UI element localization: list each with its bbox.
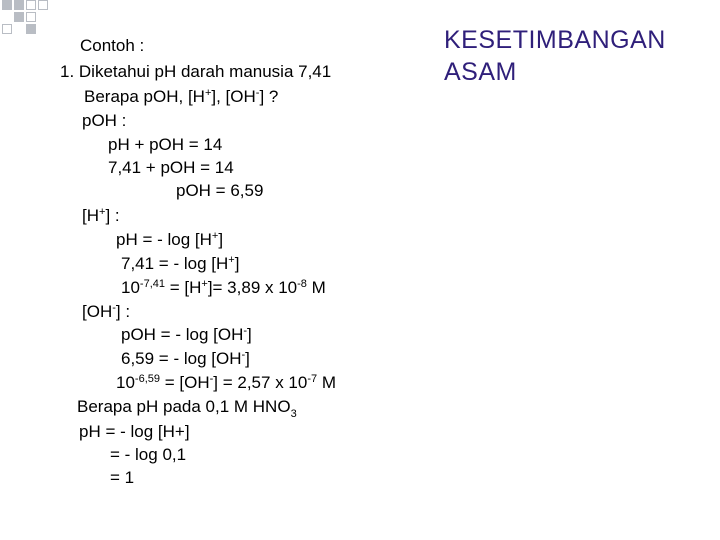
poh-heading: pOH :: [82, 111, 127, 130]
q2-equation-2: = - log 0,1: [110, 445, 187, 464]
slide-title-line1: KESETIMBANGAN: [444, 26, 666, 54]
question-1: 1. Diketahui pH darah manusia 7,41: [60, 62, 332, 81]
oh-equation-2: 6,59 = - log [OH-]: [121, 349, 250, 368]
h-heading: [H+] :: [82, 206, 120, 225]
poh-equation-2: 7,41 + pOH = 14: [108, 158, 234, 177]
oh-heading: [OH-] :: [82, 302, 131, 321]
slide-title-line2: ASAM: [444, 58, 517, 86]
poh-equation-1: pH + pOH = 14: [108, 135, 223, 154]
example-heading: Contoh :: [80, 36, 145, 55]
h-equation-2: 7,41 = - log [H+]: [121, 254, 240, 273]
question-1-ask: Berapa pOH, [H+], [OH-] ?: [84, 87, 279, 106]
oh-equation-1: pOH = - log [OH-]: [121, 325, 252, 344]
slide-title: [444, 24, 714, 88]
h-equation-3: $10^{-7,41} = [H^+]= 3,89$ x $10^{-8}$ M: [121, 278, 326, 297]
question-2: Berapa pH pada 0,1 M $HNO_3$: [77, 397, 297, 420]
oh-equation-3: $10^{-6,59} = [OH^-] = 2,57$ x $10^{-7}$ M: [116, 373, 336, 392]
q2-equation-1: pH = - log [H+]: [79, 422, 190, 441]
q2-equation-3: = 1: [110, 468, 135, 487]
poh-equation-3: pOH = 6,59: [176, 181, 264, 200]
h-equation-1: pH = - log [H+]: [116, 230, 224, 249]
